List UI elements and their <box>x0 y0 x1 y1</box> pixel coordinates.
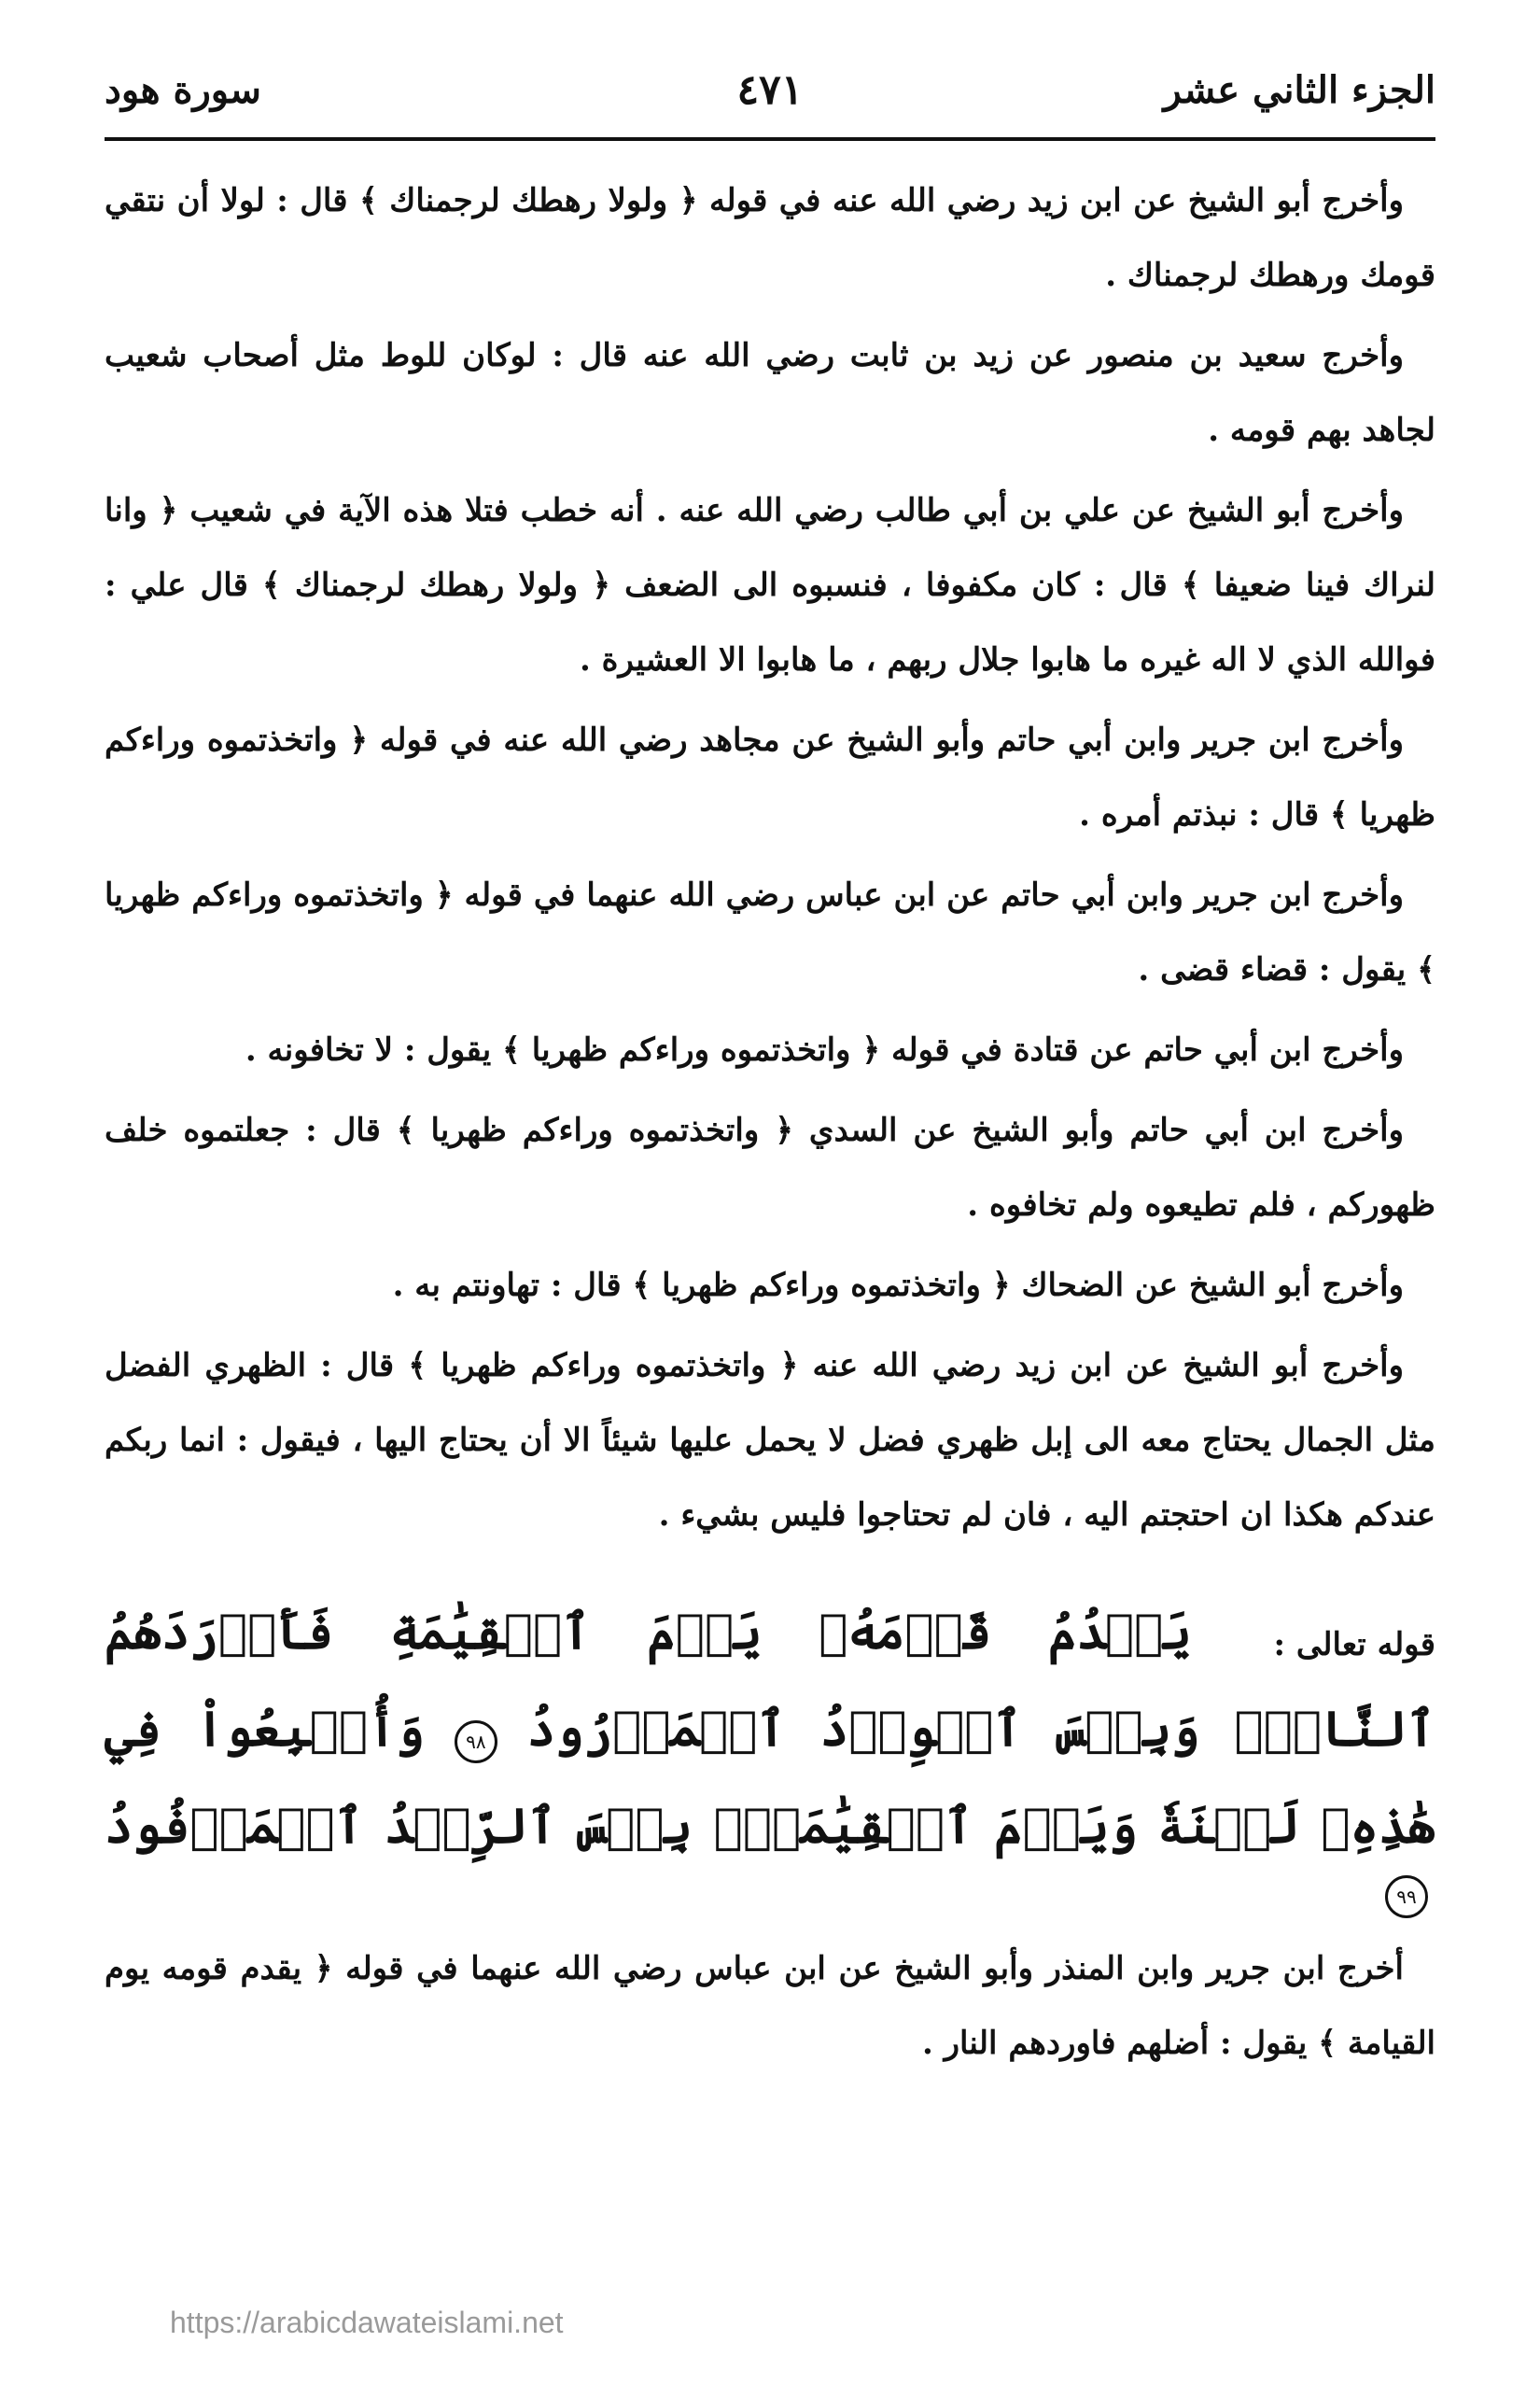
part-title: الجزء الثاني عشر <box>1163 68 1435 112</box>
page-body <box>105 163 1435 2253</box>
page-header <box>105 49 1435 133</box>
quran-verse-block <box>105 1584 1435 1918</box>
verse-text: وَأُتۡبِعُواْ فِي هَٰذِهِۦ لَعۡنَةٗ وَيَوۡمَ ٱلۡقِيَٰمَةِۚ بِئۡسَ ٱلرِّفۡدُ ٱلۡمَرۡفُودُ <box>105 1701 1435 1855</box>
page-number: ٤٧١ <box>736 66 804 114</box>
paragraph: وأخرج ابن جرير وابن أبي حاتم عن ابن عباس رضي الله عنهما في قوله ﴿ واتخذتموه وراءكم ظهريا ﴾ يقول : قضاء قضى . <box>105 876 1435 989</box>
verse-text: يَقۡدُمُ قَوۡمَهُۥ يَوۡمَ ٱلۡقِيَٰمَةِ فَأَوۡرَدَهُمُ ٱلنَّارَۖ وَبِئۡسَ ٱلۡوِرۡدُ ٱلۡمَوۡرُودُ <box>105 1604 1435 1758</box>
paragraph: وأخرج أبو الشيخ عن الضحاك ﴿ واتخذتموه وراءكم ظهريا ﴾ قال : تهاونتم به . <box>392 1267 1404 1304</box>
header-divider <box>105 137 1435 141</box>
paragraph: وأخرج سعيد بن منصور عن زيد بن ثابت رضي الله عنه قال : لوكان للوط مثل أصحاب شعيب لجاهد بهم قومه . <box>105 337 1435 449</box>
surah-title: سورة هود <box>105 68 261 112</box>
paragraph: وأخرج أبو الشيخ عن ابن زيد رضي الله عنه في قوله ﴿ ولولا رهطك لرجمناك ﴾ قال : لولا أن نتقي قومك ورهطك لرجمناك . <box>105 182 1435 294</box>
paragraph: وأخرج ابن أبي حاتم وأبو الشيخ عن السدي ﴿ واتخذتموه وراءكم ظهريا ﴾ قال : جعلتموه خلف ظهوركم ، فلم تطيعوه ولم تخافوه . <box>105 1112 1435 1224</box>
verse-intro: قوله تعالى : <box>1273 1625 1435 1663</box>
verse-number-marker: ٩٨ <box>455 1720 497 1763</box>
verse-number-marker: ٩٩ <box>1385 1875 1428 1918</box>
paragraph: وأخرج ابن أبي حاتم عن قتادة في قوله ﴿ واتخذتموه وراءكم ظهريا ﴾ يقول : لا تخافونه . <box>245 1031 1404 1069</box>
watermark: https://arabicdawateislami.net <box>170 2306 564 2339</box>
paragraph: وأخرج ابن جرير وابن أبي حاتم وأبو الشيخ عن مجاهد رضي الله عنه في قوله ﴿ واتخذتموه وراءكم ظهريا ﴾ قال : نبذتم أمره . <box>105 722 1435 834</box>
paragraph: وأخرج أبو الشيخ عن ابن زيد رضي الله عنه ﴿ واتخذتموه وراءكم ظهريا ﴾ قال : الظهري الفضل مثل الجمال يحتاج معه الى إبل ظهري فضل لا يحمل عليها شيئاً الا أن يحتاج اليها ، فيقول : انما ربكم عندكم هكذا ان احتجتم اليه ، فان لم تحتاجوا فليس بشيء . <box>105 1347 1435 1534</box>
paragraph: وأخرج أبو الشيخ عن علي بن أبي طالب رضي الله عنه . أنه خطب فتلا هذه الآية في شعيب ﴿ وانا لنراك فينا ضعيفا ﴾ قال : كان مكفوفا ، فنسبوه الى الضعف ﴿ ولولا رهطك لرجمناك ﴾ قال علي : فوالله الذي لا اله غيره ما هابوا جلال ربهم ، ما هابوا الا العشيرة . <box>105 492 1436 679</box>
paragraph: أخرج ابن جرير وابن المنذر وأبو الشيخ عن ابن عباس رضي الله عنهما في قوله ﴿ يقدم قومه يوم القيامة ﴾ يقول : أضلهم فاوردهم النار . <box>105 1950 1435 2062</box>
